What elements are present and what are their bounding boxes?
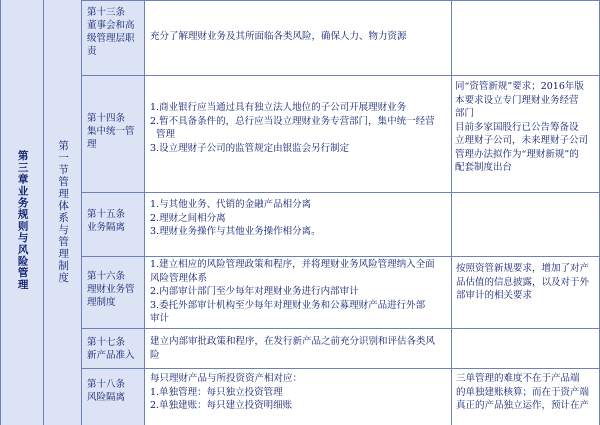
- article-14-note: 同“资管新规”要求；2016年版 本要求设立专门理财业务经营 部门 目前多家国股行已公告筹备设 立理财子公司，未来理财子公司 管理办法拟作为“理财新规”的 配套制度出台: [455, 81, 589, 173]
- article-13-content: 充分了解理财业务及其所面临各类风险，确保人力、物力资源: [150, 31, 407, 42]
- section-text: 第一节管理体系与管理制度: [57, 140, 70, 284]
- article-17-note: [456, 335, 598, 365]
- section-label: [46, 140, 79, 300]
- article-13-title: 第十三条 董事会和高 级管理层职 责: [87, 7, 135, 57]
- article-17-title: 第十七条 新产品准入: [87, 337, 135, 361]
- article-16-note: 按照资管新规要求，增加了对产 品估值的信息披露，以及对于外 部审计的相关要求: [456, 263, 590, 301]
- chapter-label: [4, 150, 40, 300]
- article-15-note: [456, 200, 598, 250]
- article-18-content: 每只理财产品与所投资资产相对应： 1.单独管理：每只独立投资管理 2.单独建账：每只建立投资明细账: [150, 373, 303, 411]
- article-16-title: 第十六条 理财业务管 理制度: [87, 271, 135, 308]
- chapter-text: 第三章业务规则与风险管理: [16, 150, 29, 291]
- article-15-content: 1.与其他业务、代销的金融产品相分离 2.理财之间相分离 3.理财业务操作与其他业务操作相分离。: [150, 199, 321, 237]
- article-14-title: 第十四条 集中统一管 理: [87, 113, 135, 150]
- article-16-content: 1.建立相应的风险管理政策和程序，并将理财业务风险管理纳入全面 风险管理体系 2.内部审计部门至少每年对理财业务进行内部审计 3.委托外部审计机构至少每年对理财业务和公募理财产品进行外部 审计: [150, 259, 435, 324]
- article-13-note: [456, 6, 598, 72]
- article-18-title: 第十八条 风险隔离: [87, 379, 126, 403]
- article-15-title: 第十五条 业务隔离: [87, 209, 126, 233]
- article-14-content: 1.商业银行应当通过具有独立法人地位的子公司开展理财业务 2.暂不具备条件的，总行应当设立理财业务专营部门，集中统一经营 管理 3.设立理财子公司的监管规定由银监会另行制定: [150, 102, 435, 154]
- article-18-note: 三单管理的难度不在于产品端 的单独建账核算；而在于资产端 真正的产品独立运作，预计在产: [456, 373, 590, 411]
- article-17-content: 建立内部审批政策和程序，在发行新产品之前充分识别和评估各类风 险: [150, 336, 436, 361]
